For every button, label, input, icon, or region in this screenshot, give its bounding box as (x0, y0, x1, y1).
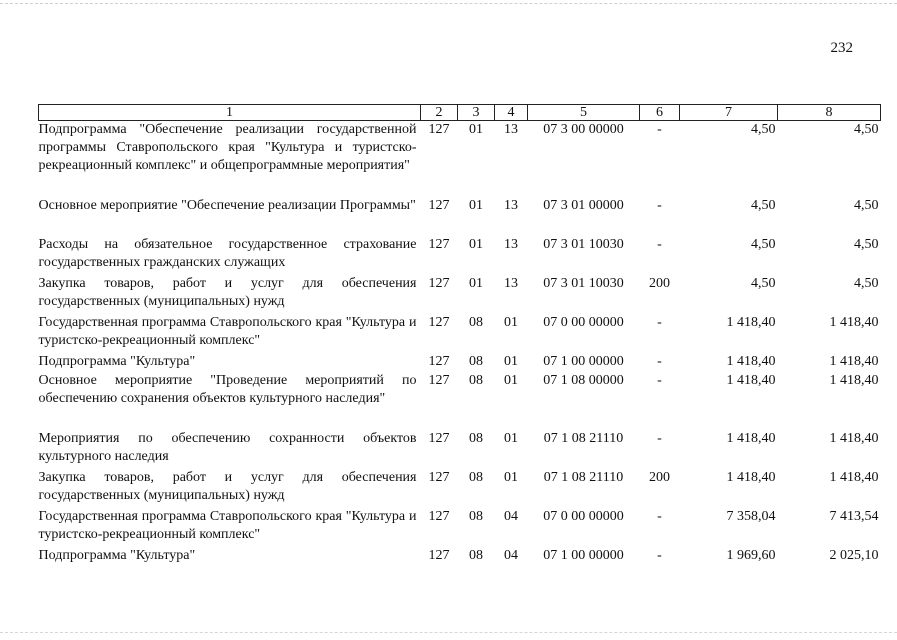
header-col-6: 6 (640, 105, 680, 121)
row-amount-8: 1 418,40 (829, 431, 879, 446)
header-col-1: 1 (39, 105, 421, 121)
row-amount-7: 1 418,40 (726, 373, 776, 388)
row-name: Закупка товаров, работ и услуг для обеспечения государственных (муниципальных) нужд (38, 276, 417, 309)
header-col-5: 5 (528, 105, 640, 121)
row-name: Мероприятия по обеспечению сохранности объектов культурного наследия (38, 431, 417, 464)
row-expense-type: 200 (649, 276, 670, 291)
row-section: 01 (469, 198, 483, 213)
scan-edge-bottom (0, 632, 897, 633)
table-row (39, 372, 881, 430)
row-target-article: 07 1 00 00000 (543, 354, 624, 369)
row-ministry: 127 (428, 431, 450, 446)
row-name: Государственная программа Ставропольского края "Культура и туристско-рекреационный комплекс" (38, 315, 417, 348)
row-subsection: 04 (504, 509, 518, 524)
row-ministry: 127 (428, 122, 450, 137)
row-target-article: 07 3 01 00000 (543, 198, 624, 213)
row-amount-7: 4,50 (751, 237, 776, 252)
row-subsection: 01 (504, 431, 518, 446)
row-expense-type: - (657, 509, 662, 524)
row-amount-8: 1 418,40 (829, 470, 879, 485)
row-ministry: 127 (428, 373, 450, 388)
row-amount-8: 1 418,40 (829, 315, 879, 330)
row-subsection: 04 (504, 548, 518, 563)
row-expense-type: - (657, 315, 662, 330)
row-target-article: 07 1 08 21110 (543, 470, 624, 485)
row-subsection: 13 (504, 237, 518, 252)
row-subsection: 01 (504, 373, 518, 388)
row-ministry: 127 (428, 198, 450, 213)
row-expense-type: - (657, 122, 662, 137)
row-ministry: 127 (428, 509, 450, 524)
row-section: 08 (469, 470, 483, 485)
row-section: 08 (469, 354, 483, 369)
row-section: 08 (469, 315, 483, 330)
row-target-article: 07 0 00 00000 (543, 509, 624, 524)
row-target-article: 07 3 00 00000 (543, 122, 624, 137)
row-subsection: 13 (504, 276, 518, 291)
row-target-article: 07 1 08 21110 (543, 431, 624, 446)
budget-table (38, 104, 881, 566)
row-amount-8: 4,50 (854, 276, 879, 291)
table-row (39, 121, 881, 198)
table-row (39, 236, 881, 275)
row-amount-7: 4,50 (751, 276, 776, 291)
row-target-article: 07 3 01 10030 (543, 237, 624, 252)
row-target-article: 07 3 01 10030 (543, 276, 624, 291)
row-expense-type: 200 (649, 470, 670, 485)
row-amount-8: 4,50 (854, 198, 879, 213)
row-amount-7: 4,50 (751, 122, 776, 137)
header-col-4: 4 (495, 105, 528, 121)
row-section: 01 (469, 276, 483, 291)
table-row (39, 469, 881, 508)
row-section: 08 (469, 509, 483, 524)
row-amount-7: 1 418,40 (726, 431, 776, 446)
row-section: 08 (469, 548, 483, 563)
row-amount-8: 2 025,10 (829, 548, 879, 563)
row-amount-7: 1 969,60 (726, 548, 776, 563)
row-subsection: 13 (504, 122, 518, 137)
row-amount-8: 4,50 (854, 237, 879, 252)
row-amount-8: 4,50 (854, 122, 879, 137)
row-expense-type: - (657, 431, 662, 446)
page-number: 232 (830, 40, 853, 56)
row-target-article: 07 1 08 00000 (543, 373, 624, 388)
header-col-2: 2 (421, 105, 458, 121)
row-name: Расходы на обязательное государственное страхование государственных гражданских служащих (38, 237, 417, 270)
row-subsection: 01 (504, 470, 518, 485)
table-row (39, 314, 881, 353)
row-amount-8: 1 418,40 (829, 373, 879, 388)
row-name: Подпрограмма "Культура" (38, 354, 196, 369)
row-amount-7: 4,50 (751, 198, 776, 213)
row-ministry: 127 (428, 276, 450, 291)
row-subsection: 01 (504, 354, 518, 369)
row-amount-7: 1 418,40 (726, 470, 776, 485)
row-expense-type: - (657, 198, 662, 213)
row-ministry: 127 (428, 237, 450, 252)
row-amount-7: 1 418,40 (726, 354, 776, 369)
table-row (39, 547, 881, 566)
row-expense-type: - (657, 237, 662, 252)
row-name: Основное мероприятие "Проведение мероприятий по обеспечению сохранения объектов культурного наследия" (38, 373, 417, 406)
table-row (39, 353, 881, 372)
row-section: 08 (469, 373, 483, 388)
header-col-8: 8 (778, 105, 881, 121)
row-section: 08 (469, 431, 483, 446)
row-expense-type: - (657, 548, 662, 563)
row-name: Государственная программа Ставропольского края "Культура и туристско-рекреационный комплекс" (38, 509, 417, 542)
row-amount-7: 7 358,04 (726, 509, 776, 524)
row-ministry: 127 (428, 470, 450, 485)
row-name: Закупка товаров, работ и услуг для обеспечения государственных (муниципальных) нужд (38, 470, 417, 503)
row-ministry: 127 (428, 548, 450, 563)
row-amount-7: 1 418,40 (726, 315, 776, 330)
row-amount-8: 1 418,40 (829, 354, 879, 369)
row-target-article: 07 1 00 00000 (543, 548, 624, 563)
row-name: Подпрограмма "Обеспечение реализации государственной программы Ставропольского края "Культура и туристско-рекреационный комплекс" и общепрограммные мероприятия" (38, 122, 417, 173)
row-name: Подпрограмма "Культура" (38, 548, 196, 563)
row-target-article: 07 0 00 00000 (543, 315, 624, 330)
row-expense-type: - (657, 354, 662, 369)
table-header-row (39, 105, 881, 121)
row-subsection: 01 (504, 315, 518, 330)
table-row (39, 197, 881, 236)
row-ministry: 127 (428, 354, 450, 369)
row-section: 01 (469, 122, 483, 137)
row-expense-type: - (657, 373, 662, 388)
table-row (39, 275, 881, 314)
scan-edge-top (0, 3, 897, 4)
row-amount-8: 7 413,54 (829, 509, 879, 524)
row-section: 01 (469, 237, 483, 252)
row-ministry: 127 (428, 315, 450, 330)
table-row (39, 430, 881, 469)
table-row (39, 508, 881, 547)
row-subsection: 13 (504, 198, 518, 213)
header-col-3: 3 (458, 105, 495, 121)
row-name: Основное мероприятие "Обеспечение реализации Программы" (38, 198, 416, 213)
header-col-7: 7 (680, 105, 778, 121)
